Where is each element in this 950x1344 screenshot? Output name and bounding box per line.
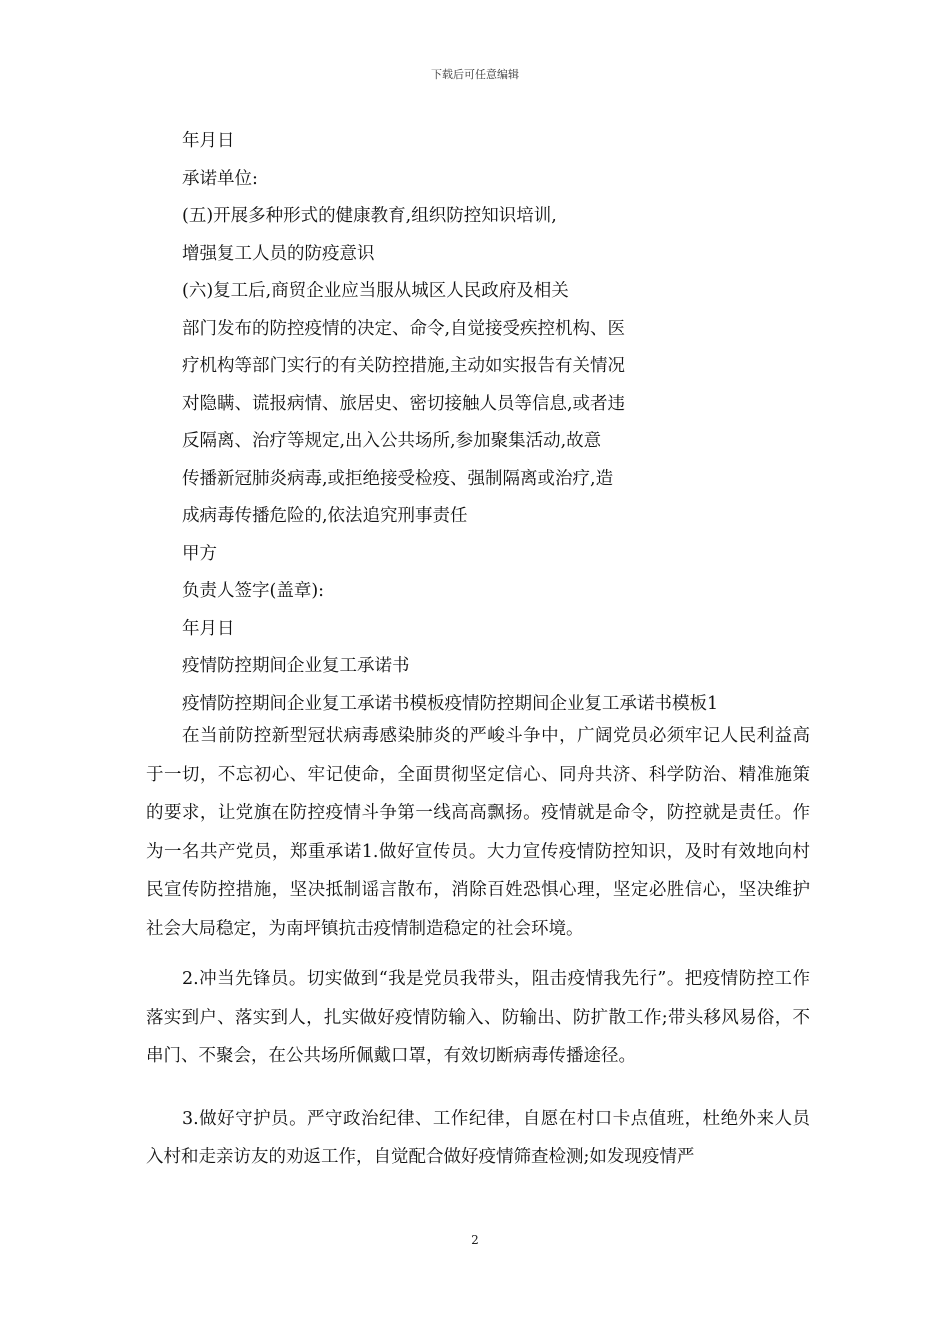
text-line: 反隔离、治疗等规定,出入公共场所,参加聚集活动,故意 xyxy=(182,431,602,451)
text-line: 增强复工人员的防疫意识 xyxy=(182,243,375,264)
page-header: 下载后可任意编辑 xyxy=(431,68,519,81)
text-line: 负责人签字(盖章): xyxy=(182,581,325,601)
text-line: 传播新冠肺炎病毒,或拒绝接受检疫、强制隔离或治疗,造 xyxy=(182,468,614,489)
document-subtitle: 疫情防控期间企业复工承诺书模板疫情防控期间企业复工承诺书模板1 xyxy=(182,693,719,714)
text-line: 对隐瞒、谎报病情、旅居史、密切接触人员等信息,或者违 xyxy=(182,393,626,414)
text-line: (六)复工后,商贸企业应当服从城区人民政府及相关 xyxy=(182,281,569,301)
document-title: 疫情防控期间企业复工承诺书 xyxy=(182,656,410,676)
text-line: 承诺单位: xyxy=(182,168,258,189)
body-paragraphs xyxy=(146,717,810,1189)
text-line: 成病毒传播危险的,依法追究刑事责任 xyxy=(182,506,468,526)
text-line: 年月日 xyxy=(182,618,235,639)
text-line: 部门发布的防控疫情的决定、命令,自觉接受疾控机构、医 xyxy=(182,318,626,339)
page-number: 2 xyxy=(471,1233,479,1247)
text-line: 甲方 xyxy=(182,543,217,564)
text-line: 年月日 xyxy=(182,131,235,151)
paragraph: 在当前防控新型冠状病毒感染肺炎的严峻斗争中，广阔党员必须牢记人民利益高于一切，不忘初心、牢记使命，全面贯彻坚定信心、同舟共济、科学防治、精准施策的要求，让党旗在防控疫情斗争第一线高高飘扬。疫情就是命令，防控就是责任。作为一名共产党员，郑重承诺1.做好宣传员。大力宣传疫情防控知识，及时有效地向村民宣传防控措施，坚决抵制谣言散布，消除百姓恐惧心理，坚定必胜信心，坚决维护社会大局稳定，为南坪镇抗击疫情制造稳定的社会环境。 xyxy=(146,726,810,939)
text-line: 疗机构等部门实行的有关防控措施,主动如实报告有关情况 xyxy=(182,356,626,376)
paragraph: 3.做好守护员。严守政治纪律、工作纪律，自愿在村口卡点值班，杜绝外来人员入村和走亲访友的劝返工作，自觉配合做好疫情筛查检测;如发现疫情严 xyxy=(146,1108,810,1167)
paragraph: 2.冲当先锋员。切实做到“我是党员我带头，阻击疫情我先行”。把疫情防控工作落实到户、落实到人，扎实做好疫情防输入、防输出、防扩散工作;带头移风易俗，不串门、不聚会，在公共场所佩戴口罩，有效切断病毒传播途径。 xyxy=(146,969,810,1066)
short-lines-block xyxy=(182,123,822,723)
text-line: (五)开展多种形式的健康教育,组织防控知识培训, xyxy=(182,206,557,226)
